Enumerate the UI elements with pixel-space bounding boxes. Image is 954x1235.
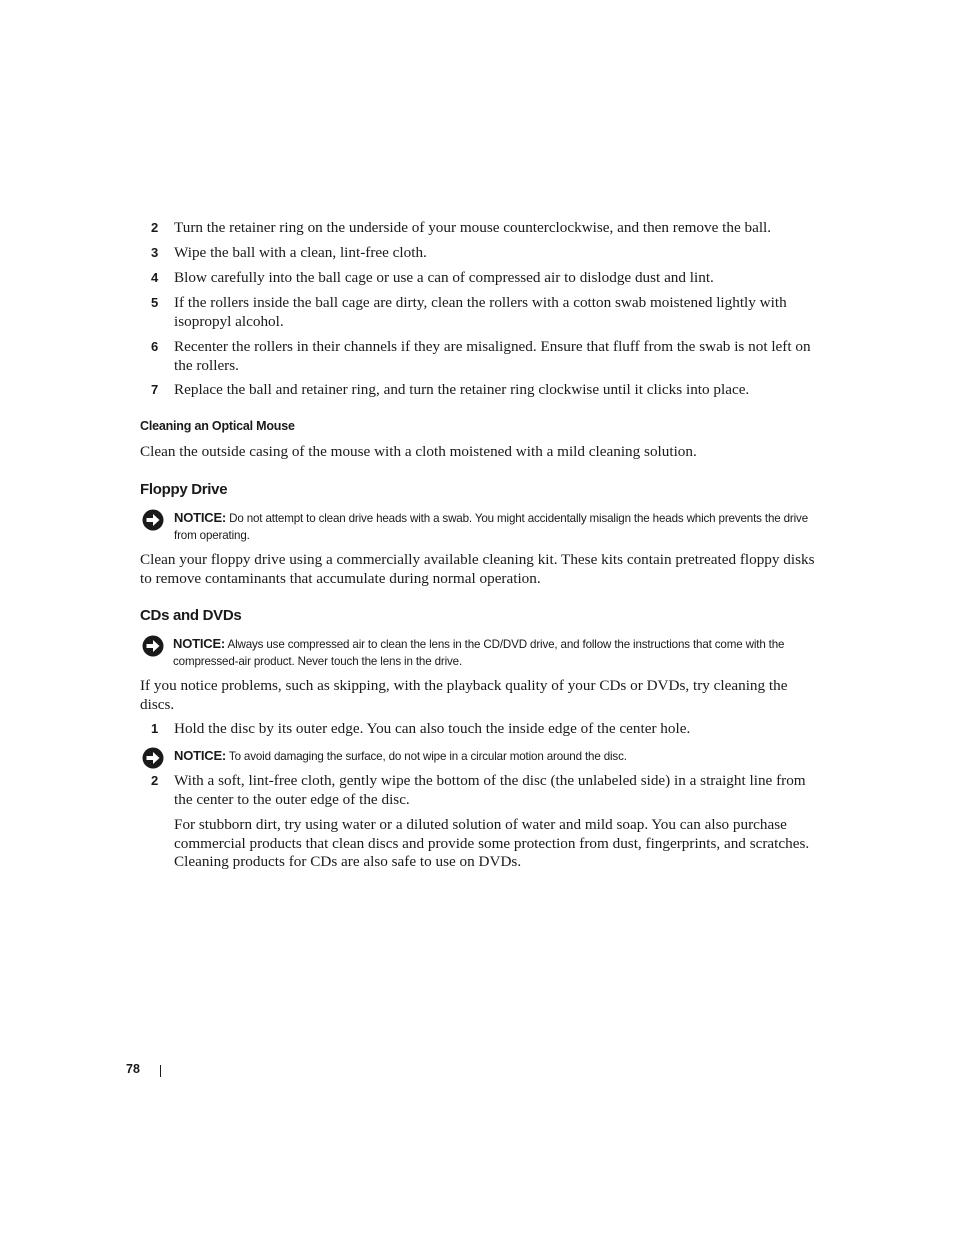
cds-intro-text: If you notice problems, such as skipping, with the playback quality of your CDs or DVDs, try cleaning the discs. [140,677,788,713]
step-text: Turn the retainer ring on the underside of your mouse counterclockwise, and then remove the ball. [174,219,772,236]
step-number: 7 [151,382,159,397]
notice-label: NOTICE: [173,636,226,651]
notice-text: Always use compressed air to clean the lens in the CD/DVD drive, and follow the instructions that come with the compressed-air product. Never touch the lens in the drive. [173,638,785,668]
footer-divider [160,1065,161,1077]
floppy-drive-text: Clean your floppy drive using a commercially available cleaning kit. These kits contain pretreated floppy disks to remove contaminants that accumulate during normal operation. [140,551,815,587]
step-number: 2 [151,220,159,235]
notice-label: NOTICE: [174,510,227,525]
optical-mouse-heading: Cleaning an Optical Mouse [140,419,295,433]
step-text: Blow carefully into the ball cage or use a can of compressed air to dislodge dust and lint. [174,269,714,286]
step-number: 5 [151,295,159,310]
notice-arrow-icon [142,747,164,769]
notice-arrow-icon [142,635,164,657]
notice-label: NOTICE: [174,748,227,763]
notice-text: To avoid damaging the surface, do not wipe in a circular motion around the disc. [228,750,627,763]
page-number: 78 [126,1062,140,1076]
step-text: Replace the ball and retainer ring, and turn the retainer ring clockwise until it clicks into place. [174,381,750,398]
step-number: 3 [151,245,159,260]
cds-dvds-heading: CDs and DVDs [140,607,242,624]
step-number: 2 [151,773,159,788]
cd-step-2-extra-text: For stubborn dirt, try using water or a diluted solution of water and mild soap. You can also purchase commercial products that clean discs and provide some protection from dust, fingerprints, and scratches. Cleaning products for CDs are also safe to use on DVDs. [174,816,810,870]
step-text: Recenter the rollers in their channels if they are misaligned. Ensure that fluff from the swab is not left on the rollers. [174,338,811,374]
step-number: 4 [151,270,159,285]
step-text: If the rollers inside the ball cage are dirty, clean the rollers with a cotton swab moistened lightly with isopropyl alcohol. [174,294,787,330]
optical-mouse-text: Clean the outside casing of the mouse with a cloth moistened with a mild cleaning solution. [140,443,697,460]
step-text: Wipe the ball with a clean, lint-free cloth. [174,244,427,261]
step-number: 1 [151,721,159,736]
step-text: With a soft, lint-free cloth, gently wipe the bottom of the disc (the unlabeled side) in a straight line from the center to the outer edge of the disc. [174,772,806,808]
step-text: Hold the disc by its outer edge. You can also touch the inside edge of the center hole. [174,720,691,737]
step-number: 6 [151,339,159,354]
notice-text: Do not attempt to clean drive heads with a swab. You might accidentally misalign the heads which prevents the drive from operating. [174,512,809,542]
notice-arrow-icon [142,509,164,531]
floppy-drive-heading: Floppy Drive [140,481,228,498]
